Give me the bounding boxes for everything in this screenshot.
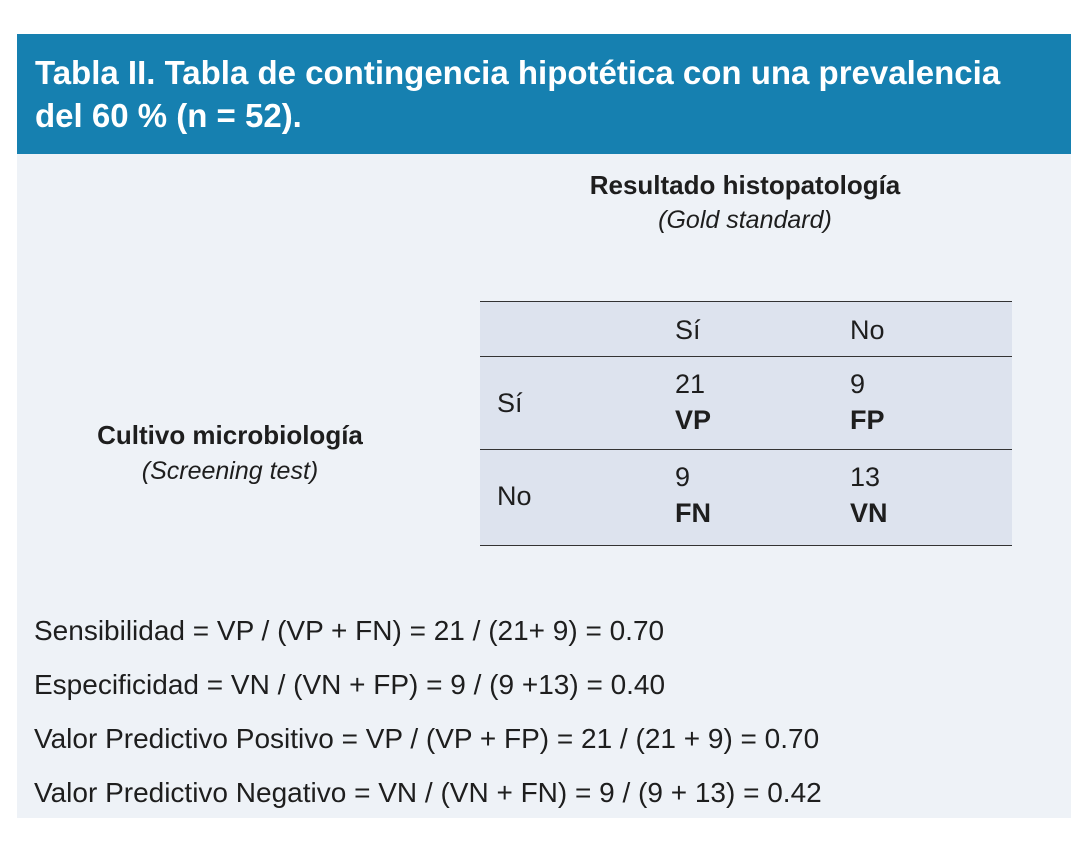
screening-test-header [47,418,413,490]
cell-true-negative [850,459,888,531]
cell-false-negative [675,459,711,531]
formula-list [34,604,1064,820]
col-header-si: Sí [675,315,701,345]
table-panel [17,34,1071,818]
cell-false-positive [850,366,885,438]
formula-sensitivity: Sensibilidad = VP / (VP + FN) = 21 / (21+ 9) = 0.70 [34,615,665,646]
cell-abbreviation: FN [675,498,711,528]
cell-value: 21 [675,369,706,399]
formula-specificity: Especificidad = VN / (VN + FP) = 9 / (9 +13) = 0.40 [34,669,666,700]
row-header-si: Sí [497,388,523,418]
table-title: Tabla II. Tabla de contingencia hipotética con una prevalencia del 60 % (n = 52). [35,54,1001,134]
cell-value: 9 [850,369,866,399]
cell-abbreviation: VN [850,498,888,528]
gold-standard-header [499,168,991,238]
row-header-no: No [497,481,532,511]
gold-standard-label: Resultado histopatología [589,170,901,200]
col-header-no: No [850,315,885,345]
cell-value: 9 [675,462,691,492]
cell-value: 13 [850,462,881,492]
gold-standard-sub: (Gold standard) [658,206,832,234]
screening-test-label: Cultivo microbiología [97,420,363,450]
cell-abbreviation: FP [850,405,885,435]
cell-true-positive [675,366,711,438]
contingency-table [480,301,1012,546]
formula-npv: Valor Predictivo Negativo = VN / (VN + FN) = 9 / (9 + 13) = 0.42 [34,777,822,808]
table-divider [480,449,1012,450]
table-divider [480,356,1012,357]
cell-abbreviation: VP [675,405,712,435]
formula-ppv: Valor Predictivo Positivo = VP / (VP + FP) = 21 / (21 + 9) = 0.70 [34,723,820,754]
screening-test-sub: (Screening test) [141,457,319,485]
title-bar [17,34,1071,154]
